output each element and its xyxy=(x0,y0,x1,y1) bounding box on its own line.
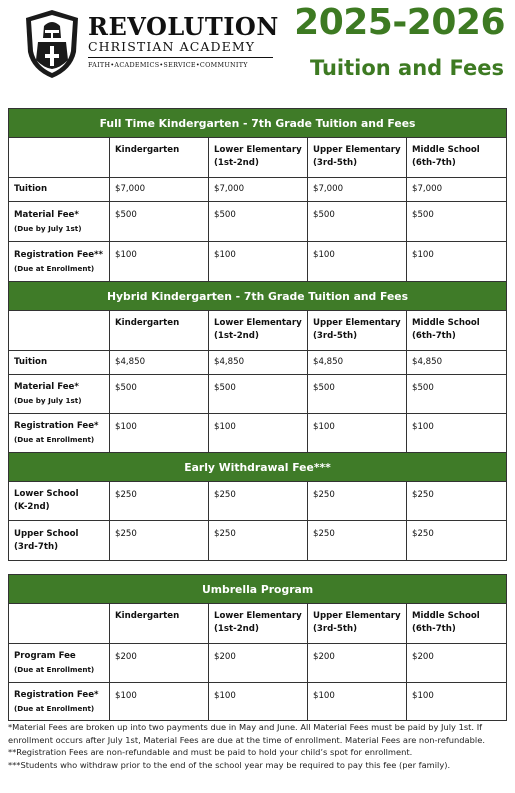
fee-cell: $500 xyxy=(209,375,308,414)
footnote: ***Students who withdraw prior to the end of the school year may be required to pay this fee (per family). xyxy=(8,760,451,771)
table-header-row xyxy=(9,138,507,178)
fee-cell: $7,000 xyxy=(407,178,507,202)
table-row xyxy=(9,482,507,521)
table-header-row xyxy=(9,311,507,351)
fee-cell: $250 xyxy=(308,482,407,521)
school-tagline: FAITH•ACADEMICS•SERVICE•COMMUNITY xyxy=(88,61,248,69)
fee-cell: $200 xyxy=(110,644,209,683)
fee-cell: $500 xyxy=(209,202,308,242)
fee-cell: $100 xyxy=(308,242,407,282)
header-empty-cell xyxy=(9,604,110,644)
row-label: Material Fee* (Due by July 1st) xyxy=(9,375,110,414)
table-row xyxy=(9,521,507,561)
school-name-line2: CHRISTIAN ACADEMY xyxy=(88,40,273,58)
row-sublabel: (Due by July 1st) xyxy=(14,396,82,405)
hybrid-title: Hybrid Kindergarten - 7th Grade Tuition and Fees xyxy=(9,282,507,311)
row-label: Registration Fee* (Due at Enrollment) xyxy=(9,414,110,453)
fee-cell: $250 xyxy=(110,521,209,561)
fee-cell: $250 xyxy=(209,521,308,561)
table-row xyxy=(9,351,507,375)
footnote: **Registration Fees are non-refundable and must be paid to hold your child’s spot for enrollment. xyxy=(8,747,413,758)
footnote: *Material Fees are broken up into two payments due in May and June. All Material Fees must be paid by July 1st. If enrollment occurs after July 1st, Material Fees are due at the time of enrollment. Material Fees are non-refundable. xyxy=(8,722,485,745)
fee-cell: $250 xyxy=(209,482,308,521)
row-label: Material Fee* (Due by July 1st) xyxy=(9,202,110,242)
full-time-title: Full Time Kindergarten - 7th Grade Tuition and Fees xyxy=(9,109,507,138)
fee-cell: $100 xyxy=(110,683,209,721)
page-header xyxy=(0,0,515,100)
fee-cell: $7,000 xyxy=(110,178,209,202)
row-label: Upper School (3rd-7th) xyxy=(9,521,110,561)
column-header: Middle School (6th-7th) xyxy=(407,138,507,178)
row-sublabel: (K-2nd) xyxy=(14,502,50,512)
table-row xyxy=(9,202,507,242)
full-time-table xyxy=(8,108,507,561)
row-sublabel: (3rd-7th) xyxy=(14,541,58,552)
table-row xyxy=(9,375,507,414)
column-header: Upper Elementary (3rd-5th) xyxy=(308,604,407,644)
withdrawal-title: Early Withdrawal Fee*** xyxy=(9,453,507,482)
header-empty-cell xyxy=(9,138,110,178)
fee-cell: $250 xyxy=(407,482,507,521)
fee-cell: $500 xyxy=(110,202,209,242)
fee-cell: $4,850 xyxy=(407,351,507,375)
fee-cell: $500 xyxy=(407,202,507,242)
fee-cell: $100 xyxy=(110,242,209,282)
fee-cell: $100 xyxy=(407,414,507,453)
fee-cell: $4,850 xyxy=(308,351,407,375)
table-row xyxy=(9,644,507,683)
fee-cell: $100 xyxy=(308,414,407,453)
fee-cell: $100 xyxy=(209,683,308,721)
fee-cell: $4,850 xyxy=(110,351,209,375)
fee-cell: $7,000 xyxy=(308,178,407,202)
page-subtitle: Tuition and Fees xyxy=(309,56,504,80)
row-label: Registration Fee* (Due at Enrollment) xyxy=(9,683,110,721)
table-row xyxy=(9,178,507,202)
column-header: Upper Elementary (3rd-5th) xyxy=(308,138,407,178)
header-empty-cell xyxy=(9,311,110,351)
row-label: Lower School (K-2nd) xyxy=(9,482,110,521)
column-header: Kindergarten xyxy=(110,604,209,644)
umbrella-title: Umbrella Program xyxy=(9,575,507,604)
fee-cell: $100 xyxy=(110,414,209,453)
row-sublabel: (Due at Enrollment) xyxy=(14,435,95,444)
row-sublabel: (Due at Enrollment) xyxy=(14,703,95,713)
school-year: 2025-2026 xyxy=(294,2,505,43)
umbrella-table xyxy=(8,574,507,721)
fee-cell: $500 xyxy=(407,375,507,414)
row-sublabel: (Due at Enrollment) xyxy=(14,263,95,273)
fee-cell: $7,000 xyxy=(209,178,308,202)
table-header-row xyxy=(9,604,507,644)
row-label: Program Fee (Due at Enrollment) xyxy=(9,644,110,683)
fee-cell: $100 xyxy=(407,242,507,282)
column-header: Lower Elementary (1st-2nd) xyxy=(209,604,308,644)
column-header: Kindergarten xyxy=(110,311,209,351)
fee-cell: $500 xyxy=(308,202,407,242)
fee-cell: $100 xyxy=(407,683,507,721)
fee-cell: $100 xyxy=(308,683,407,721)
school-name-line1: REVOLUTION xyxy=(88,12,279,41)
fee-cell: $100 xyxy=(209,414,308,453)
column-header: Lower Elementary (1st-2nd) xyxy=(209,311,308,351)
table-row xyxy=(9,683,507,721)
row-label: Registration Fee** (Due at Enrollment) xyxy=(9,242,110,282)
table-row xyxy=(9,242,507,282)
column-header: Lower Elementary (1st-2nd) xyxy=(209,138,308,178)
column-header: Upper Elementary (3rd-5th) xyxy=(308,311,407,351)
column-header: Middle School (6th-7th) xyxy=(407,604,507,644)
column-header: Middle School (6th-7th) xyxy=(407,311,507,351)
fee-cell: $250 xyxy=(308,521,407,561)
row-sublabel: (Due at Enrollment) xyxy=(14,665,95,674)
fee-cell: $4,850 xyxy=(209,351,308,375)
row-sublabel: (Due by July 1st) xyxy=(14,223,82,233)
school-name xyxy=(88,12,279,71)
fee-cell: $250 xyxy=(110,482,209,521)
fee-cell: $200 xyxy=(308,644,407,683)
row-label: Tuition xyxy=(9,351,110,375)
knight-crest-icon xyxy=(22,8,82,80)
fee-cell: $200 xyxy=(209,644,308,683)
table-row xyxy=(9,414,507,453)
fee-cell: $200 xyxy=(407,644,507,683)
fee-cell: $250 xyxy=(407,521,507,561)
fee-cell: $100 xyxy=(209,242,308,282)
fee-cell: $500 xyxy=(110,375,209,414)
footnotes xyxy=(8,721,508,772)
fee-cell: $500 xyxy=(308,375,407,414)
row-label: Tuition xyxy=(9,178,110,202)
column-header: Kindergarten xyxy=(110,138,209,178)
